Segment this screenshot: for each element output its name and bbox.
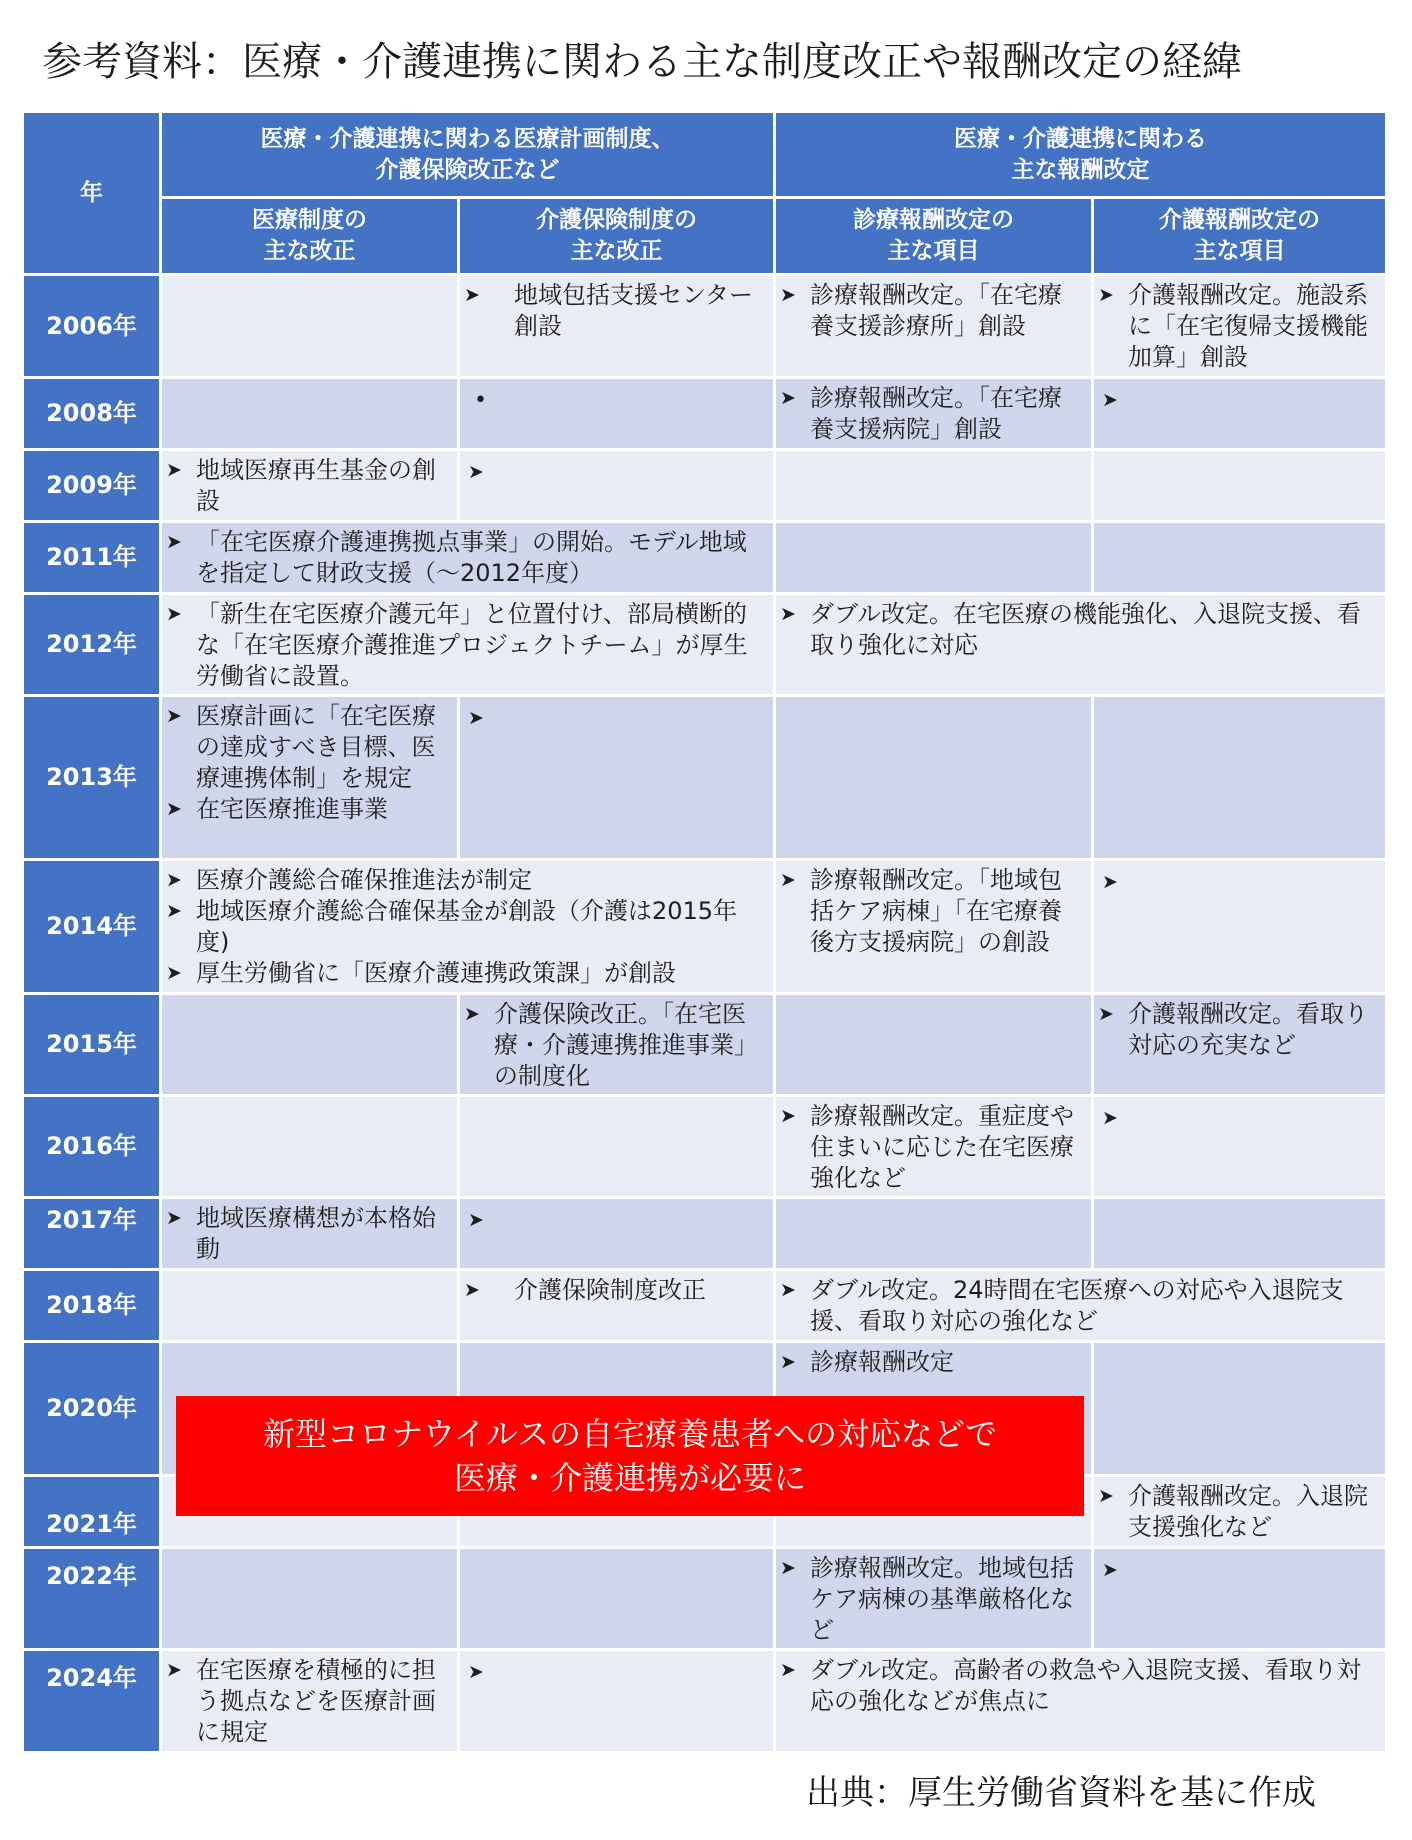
cell-2012-medical-care (162, 595, 776, 697)
year-2008: 2008年 (24, 379, 162, 451)
cell-2015-care (460, 995, 776, 1097)
page-title: 参考資料：医療・介護連携に関わる主な制度改正や報酬改定の経緯 (42, 39, 1242, 85)
bullet-item: ➤ 地域医療再生基金の創設 (196, 455, 447, 517)
year-2020: 2020年 (24, 1343, 162, 1477)
cell-2006-medical-fee (776, 276, 1094, 379)
banner-line-2: 医療・介護連携が必要に (453, 1459, 806, 1497)
year-2022: 2022年 (24, 1549, 162, 1651)
cell-2024-medical (162, 1651, 460, 1754)
bullet-item: ➤ ダブル改定。在宅医療の機能強化、入退院支援、看取り強化に対応 (810, 599, 1375, 661)
bullet-arrow-icon: ➤ (468, 461, 484, 483)
bullet-arrow-icon: ➤ (1102, 871, 1118, 893)
cell-2022-medical (162, 1549, 460, 1651)
bullet-item: ➤ 診療報酬改定。地域包括ケア病棟の基準厳格化など (810, 1553, 1081, 1646)
cell-2024-remuneration (776, 1651, 1388, 1754)
cell-2017-medical (162, 1199, 460, 1271)
cell-2020-care-fee (1094, 1343, 1388, 1477)
header-medical-fee: 診療報酬改定の 主な項目 (776, 199, 1094, 276)
bullet-item: ➤ 医療介護総合確保推進法が制定 (196, 865, 763, 896)
cell-2015-medical-fee (776, 995, 1094, 1097)
cell-2011-medical-care (162, 523, 776, 595)
bullet-arrow-icon: ➤ (468, 1209, 484, 1231)
cell-2016-care-fee (1094, 1097, 1388, 1199)
year-2016: 2016年 (24, 1097, 162, 1199)
cell-2009-medical (162, 451, 460, 523)
cell-2016-medical-fee (776, 1097, 1094, 1199)
year-2011: 2011年 (24, 523, 162, 595)
bullet-item: ➤ 地域医療構想が本格始動 (196, 1203, 447, 1265)
cell-2009-care-fee (1094, 451, 1388, 523)
bullet-item: ➤ ダブル改定。高齢者の救急や入退院支援、看取り対応の強化などが焦点に (810, 1655, 1375, 1717)
bullet-item: ➤ 介護保険制度改正 (494, 1275, 763, 1306)
year-2024: 2024年 (24, 1651, 162, 1754)
bullet-arrow-icon: ➤ (1102, 389, 1118, 411)
cell-2014-medical-fee (776, 861, 1094, 995)
cell-2013-medical-fee (776, 697, 1094, 861)
header-care-fee: 介護報酬改定の 主な項目 (1094, 199, 1388, 276)
cell-2014-medical-care (162, 861, 776, 995)
bullet-item: ➤ 「在宅医療介護連携拠点事業」の開始。モデル地域を指定して財政支援（～2012年度） (196, 527, 763, 589)
year-2006: 2006年 (24, 276, 162, 379)
cell-2009-care (460, 451, 776, 523)
bullet-item: ➤ 介護報酬改定。看取り対応の充実など (1128, 999, 1375, 1061)
cell-2017-care-fee (1094, 1199, 1388, 1271)
cell-2022-care (460, 1549, 776, 1651)
cell-2017-care (460, 1199, 776, 1271)
bullet-item: ➤ 「新生在宅医療介護元年」と位置付け、部局横断的な「在宅医療介護推進プロジェクトチーム」が厚生労働省に設置。 (196, 599, 763, 692)
bullet-item: ➤ 診療報酬改定。「在宅療養支援診療所」創設 (810, 280, 1081, 342)
cell-2018-medical (162, 1271, 460, 1343)
header-group-remuneration: 医療・介護連携に関わる 主な報酬改定 (776, 113, 1388, 199)
year-2012: 2012年 (24, 595, 162, 697)
cell-2011-medical-fee (776, 523, 1094, 595)
bullet-arrow-icon: ➤ (468, 1661, 484, 1683)
bullet-arrow-icon: ➤ (1102, 1107, 1118, 1129)
cell-2017-medical-fee (776, 1199, 1094, 1271)
bullet-item: ➤ 介護保険改正。「在宅医療・介護連携推進事業」の制度化 (494, 999, 763, 1092)
cell-2006-medical (162, 276, 460, 379)
cell-2014-care-fee (1094, 861, 1388, 995)
bullet-arrow-icon: ➤ (468, 707, 484, 729)
cell-2013-care-fee (1094, 697, 1388, 861)
bullet-item: ➤ 診療報酬改定。重症度や住まいに応じた在宅医療強化など (810, 1101, 1081, 1194)
year-2009: 2009年 (24, 451, 162, 523)
cell-2008-medical-fee (776, 379, 1094, 451)
year-2015: 2015年 (24, 995, 162, 1097)
cell-2022-care-fee (1094, 1549, 1388, 1651)
header-care-insurance: 介護保険制度の 主な改正 (460, 199, 776, 276)
bullet-item: ➤ 医療計画に「在宅医療の達成すべき目標、医療連携体制」を規定 (196, 701, 447, 794)
bullet-item: ➤ 介護報酬改定。施設系に「在宅復帰支援機能加算」創設 (1128, 280, 1375, 373)
cell-2009-medical-fee (776, 451, 1094, 523)
covid-banner (176, 1396, 1084, 1516)
cell-2008-care (460, 379, 776, 451)
cell-2008-medical (162, 379, 460, 451)
year-2014: 2014年 (24, 861, 162, 995)
bullet-item: ➤ 地域包括支援センター創設 (494, 280, 763, 342)
bullet-item: ➤ 厚生労働省に「医療介護連携政策課」が創設 (196, 958, 763, 989)
header-year: 年 (24, 113, 162, 276)
year-2021: 2021年 (24, 1477, 162, 1549)
bullet-item: ➤ 地域医療介護総合確保基金が創設（介護は2015年度) (196, 896, 763, 958)
bullet-dot: • (474, 388, 487, 413)
cell-2011-care-fee (1094, 523, 1388, 595)
bullet-item: ➤ ダブル改定。24時間在宅医療への対応や入退院支援、看取り対応の強化など (810, 1275, 1375, 1337)
cell-2018-remuneration (776, 1271, 1388, 1343)
cell-2015-medical (162, 995, 460, 1097)
cell-2006-care-fee (1094, 276, 1388, 379)
bullet-arrow-icon: ➤ (1102, 1559, 1118, 1581)
cell-2024-care (460, 1651, 776, 1754)
bullet-item: ➤ 在宅医療を積極的に担う拠点などを医療計画に規定 (196, 1655, 447, 1748)
header-medical-system: 医療制度の 主な改正 (162, 199, 460, 276)
bullet-item: ➤ 診療報酬改定 (810, 1347, 1081, 1378)
bullet-item: ➤ 診療報酬改定。「地域包括ケア病棟」「在宅療養後方支援病院」の創設 (810, 865, 1081, 958)
cell-2016-medical (162, 1097, 460, 1199)
bullet-item: ➤ 介護報酬改定。入退院支援強化など (1128, 1481, 1375, 1543)
cell-2016-care (460, 1097, 776, 1199)
year-2013: 2013年 (24, 697, 162, 861)
source-note: 出典：厚生労働省資料を基に作成 (806, 1773, 1316, 1813)
cell-2022-medical-fee (776, 1549, 1094, 1651)
header-group-institutional: 医療・介護連携に関わる医療計画制度、 介護保険改正など (162, 113, 776, 199)
cell-2015-care-fee (1094, 995, 1388, 1097)
year-2017: 2017年 (24, 1199, 162, 1271)
bullet-item: ➤ 診療報酬改定。「在宅療養支援病院」創設 (810, 383, 1081, 445)
cell-2008-care-fee (1094, 379, 1388, 451)
year-2018: 2018年 (24, 1271, 162, 1343)
cell-2012-remuneration (776, 595, 1388, 697)
bullet-item: ➤ 在宅医療推進事業 (196, 794, 447, 825)
cell-2013-medical (162, 697, 460, 861)
cell-2018-care (460, 1271, 776, 1343)
cell-2021-care-fee (1094, 1477, 1388, 1549)
banner-line-1: 新型コロナウイルスの自宅療養患者への対応などで (262, 1415, 998, 1453)
cell-2013-care (460, 697, 776, 861)
cell-2006-care (460, 276, 776, 379)
